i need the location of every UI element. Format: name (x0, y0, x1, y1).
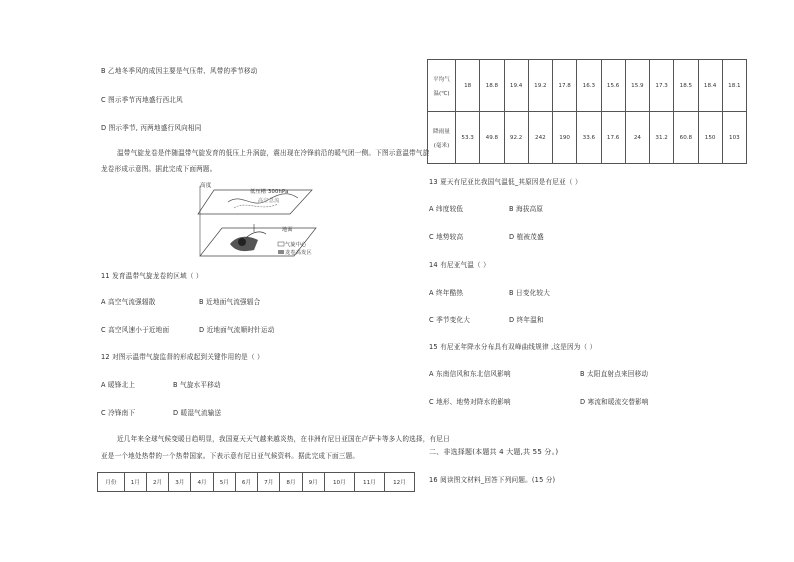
q15-option-a: A 东南信风和东北信风影响 (429, 370, 511, 378)
q12-option-b: B 气旋水平移动 (173, 381, 221, 389)
table-cell: 53.3 (456, 112, 480, 164)
q13-option-d: D 植被茂盛 (509, 233, 544, 241)
passage-line-1: 近几年来全球气候变暖日趋明显，我国夏天天气越来越炎热，在非洲有尼日亚国在卢萨卡等多人的选择，有尼日 (117, 435, 450, 443)
table-cell: 17.6 (601, 112, 625, 164)
question-14: 14 有尼亚气温（ ） (429, 261, 490, 269)
fig-height-label: 高度 (200, 183, 212, 189)
question-13: 13 夏天有尼亚比我国气温低_其原因是有尼亚（ ） (429, 178, 582, 186)
passage-line-2: 亚是一个地处热带的一个热带国家。下表示意有尼日亚气候资料。据此完成下面三题。 (101, 452, 360, 460)
fig-legend-1: 气旋中心 (285, 242, 307, 248)
table-cell: 15.9 (625, 60, 649, 112)
climate-table-header (97, 472, 415, 492)
q11-option-d: D 近地面气流顺时针运动 (199, 326, 275, 334)
q13-option-b: B 海拔高原 (509, 205, 544, 213)
table-cell: 18.1 (722, 60, 746, 112)
table-cell: 8月 (280, 473, 302, 492)
table-cell: 18 (456, 60, 480, 112)
row-label-line: 平均气 (433, 76, 450, 83)
table-cell: 242 (528, 112, 552, 164)
legend-tornado-marker (278, 250, 284, 254)
q13-option-c: C 地势较高 (429, 233, 464, 241)
q12-option-d: D 暖湿气流输送 (173, 409, 222, 417)
table-cell: 4月 (191, 473, 213, 492)
table-cell: 150 (698, 112, 722, 164)
table-cell: 103 (722, 112, 746, 164)
table-cell: 2月 (146, 473, 168, 492)
option-b: B 乙地冬季风的成因主要是气压带、风带的季节移动 (101, 67, 258, 75)
row-label (428, 60, 456, 112)
table-cell: 18.8 (480, 60, 504, 112)
cyclone-center (238, 238, 246, 246)
table-cell: 10月 (324, 473, 354, 492)
q15-option-c: C 地形、地势对降水的影响 (429, 398, 511, 406)
table-cell: 15.6 (601, 60, 625, 112)
table-cell: 19.4 (504, 60, 528, 112)
q15-option-d: D 寒流和暖流交替影响 (580, 398, 649, 406)
q14-option-a: A 终年酷热 (429, 289, 464, 297)
table-cell: 18.4 (698, 60, 722, 112)
row-label-line: (毫米) (433, 142, 450, 149)
table-cell: 17.8 (553, 60, 577, 112)
q14-option-c: C 季节变化大 (429, 316, 471, 324)
table-cell: 5月 (213, 473, 235, 492)
row-label-line: 温(℃) (433, 90, 450, 97)
table-cell: 190 (553, 112, 577, 164)
question-15: 15 有尼亚年降水分布具有双峰曲线规律 ,这是因为（ ） (429, 343, 597, 351)
table-cell: 月份 (98, 473, 125, 492)
climate-table-data (427, 59, 747, 164)
option-d: D 图示季节, 丙两地盛行风向相同 (101, 124, 202, 132)
table-cell: 9月 (302, 473, 324, 492)
question-11: 11 发育温带气旋龙卷的区域（ ） (101, 272, 203, 280)
q12-option-a: A 暖锋北上 (101, 381, 136, 389)
table-cell: 1月 (124, 473, 146, 492)
q13-option-a: A 纬度较低 (429, 205, 464, 213)
intro-line-1: 温带气旋龙卷是伴随温带气旋发育的低压上升涡旋，震出现在冷锋前沿的暖气团一侧。下图示意温带气旋 (117, 149, 430, 157)
question-16: 16 阅读图文材料_回答下列问题。(15 分) (429, 476, 556, 484)
table-cell: 60.8 (674, 112, 698, 164)
fig-upper-label: 低压槽 300hPa (250, 189, 289, 195)
table-cell: 6月 (235, 473, 257, 492)
fig-ground-label: 地面 (282, 227, 293, 233)
q11-option-b: B 近地面气流强辐合 (199, 298, 261, 306)
fig-jet-label: 高空急流 (258, 198, 280, 204)
table-cell: 11月 (354, 473, 384, 492)
q14-option-d: D 终年温和 (509, 316, 544, 324)
q15-option-b: B 太阳直射点来回移动 (580, 370, 649, 378)
q11-option-c: C 高空风速小于近地面 (101, 326, 170, 334)
question-12: 12 对图示温带气旋监督的形成起到关键作用的是（ ） (101, 353, 264, 361)
table-cell: 3月 (169, 473, 191, 492)
q14-option-b: B 日变化较大 (509, 289, 550, 297)
table-cell: 49.8 (480, 112, 504, 164)
table-cell: 24 (625, 112, 649, 164)
table-cell: 19.2 (528, 60, 552, 112)
table-cell: 16.3 (577, 60, 601, 112)
table-cell: 17.3 (650, 60, 674, 112)
table-cell: 31.2 (650, 112, 674, 164)
table-cell: 92.2 (504, 112, 528, 164)
table-cell: 18.5 (674, 60, 698, 112)
section-2-heading: 二、非选择题(本题共 4 大题,共 55 分。) (429, 448, 559, 456)
q12-option-c: C 冷锋南下 (101, 409, 136, 417)
table-cell: 7月 (258, 473, 280, 492)
legend-cyclone-marker (278, 242, 284, 246)
row-label-line: 降雨量 (433, 128, 450, 135)
row-label (428, 112, 456, 164)
fig-legend-2: 龙卷高发区 (285, 250, 312, 256)
intro-line-2: 龙卷形成示意图。据此完成下面两题。 (101, 165, 217, 173)
option-c: C 图示季节丙地盛行西北风 (101, 96, 183, 104)
table-cell: 12月 (384, 473, 414, 492)
table-cell: 33.6 (577, 112, 601, 164)
q11-option-a: A 高空气流强辐散 (101, 298, 156, 306)
